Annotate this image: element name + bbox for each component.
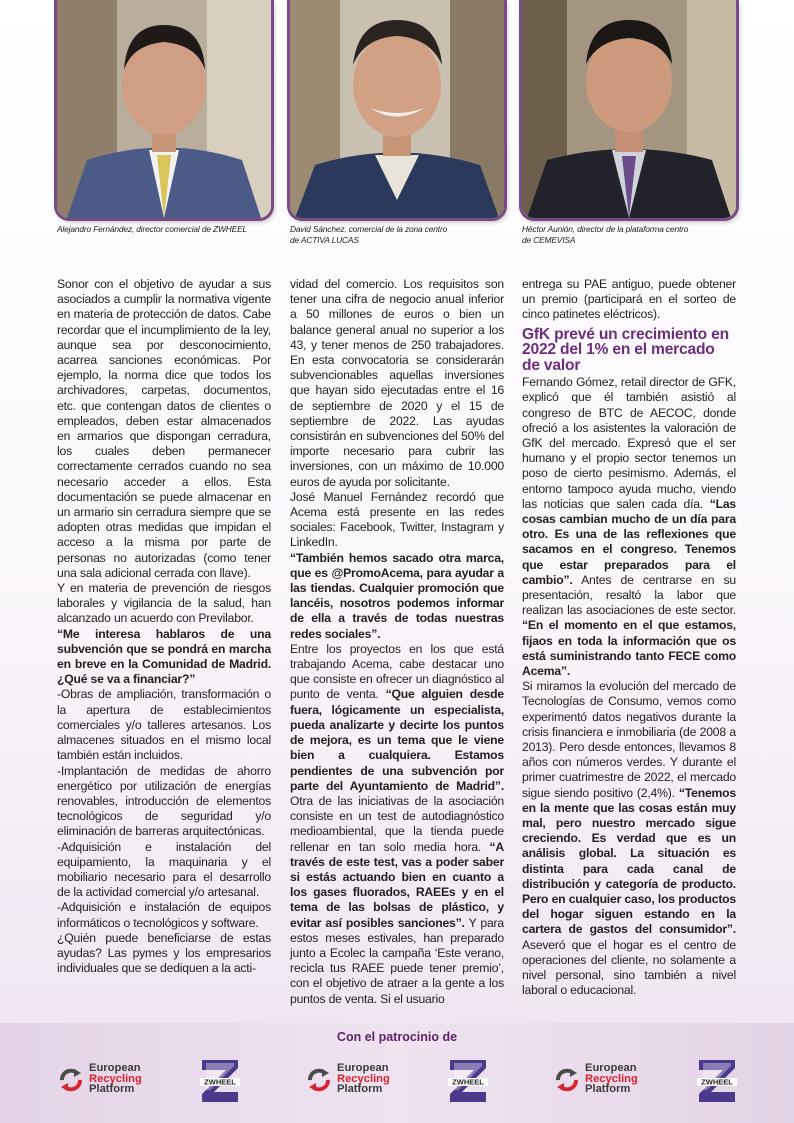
paragraph: Sonor con el objetivo de ayudar a sus asociados a cumplir la normativa vigente en materia de protección de datos. Cabe recordar que el incumplimiento de la ley, aunque sea por desconocimiento, acarrea sanciones económicas. Por ejemplo, la norma dice que todos los archivadores, carpetas, documentos, etc. que contengan datos de clientes o empleados, deben estar almacenados en armarios que dispongan cerradura, los cuales deben permanecer correctamente cerrados cuando no sea necesario acceder a ellos. Esta documentación se puede almacenar en un armario sin cerradura siempre que se adopten otras medidas que impidan el acceso a la misma por parte de personas no autorizadas (como tener una sala adicional cerrada con llave). <box>57 277 271 580</box>
caption-david: David Sánchez, comercial de la zona centro de ACTIVA LUCAS <box>290 224 448 245</box>
svg-text:ZWHEEL: ZWHEEL <box>701 1077 733 1087</box>
zwheel-logo-icon <box>200 1058 240 1104</box>
paragraph: entrega su PAE antiguo, puede obtener un premio (participará en el sorteo de cinco patinetes eléctricos). <box>522 277 736 322</box>
recycling-arrows-icon <box>57 1066 85 1094</box>
paragraph: José Manuel Fernández recordó que Acema está presente en las redes sociales: Facebook, Twitter, Instagram y LinkedIn. <box>290 489 504 550</box>
svg-text:ZWHEEL: ZWHEEL <box>452 1077 484 1087</box>
paragraph: Si miramos la evolución del mercado de Tecnologías de Consumo, vemos como experimentó datos negativos durante la crisis financiera e inmobiliaria (de 2008 a 2013). Pero desde entonces, llevamos 8 años con números verdes. Y durante el primer cuatrimestre de 2022, el mercado sigue siendo positivo (2,4%). “Tenemos en la mente que las cosas están muy mal, pero nuestro mercado sigue creciendo. Es verdad que es un análisis global. La situación es distinta para cada canal de distribución y categoría de producto. Pero en cualquier caso, los productos del hogar siguen estando en la cartera de gastos del consumidor”. Aseveró que el hogar es el centro de operaciones del cliente, no solamente a nivel personal, sino también a nivel laboral o educacional. <box>522 679 736 998</box>
sponsor-title: Con el patrocinio de <box>336 1030 458 1044</box>
paragraph: Fernando Gómez, retail director de GFK, explicó que él también asistió al congreso de BTC de AECOC, donde ofreció a los asistentes la valoración de GfK del mercado. Expresó que el ser humano y el propio sector tenemos un poso de cierto pesimismo. Además, el entorno tampoco ayuda mucho, viendo las noticias que salen cada día. “Las cosas cambian mucho de un día para otro. Es una de las reflexiones que sacamos en el congreso. Tenemos que estar preparados para el cambio”. Antes de centrarse en su presentación, resaltó la labor que realizan las asociaciones de este sector. “En el momento en el que estamos, fijaos en toda la información que os está suministrando tanto FECE como Acema”. <box>522 375 736 678</box>
svg-text:ZWHEEL: ZWHEEL <box>204 1077 236 1087</box>
list-item: -Adquisición e instalación del equipamiento, la maquinaria y el mobiliario necesario para el desarrollo de la actividad comercial y/o artesanal. <box>57 839 271 900</box>
zwheel-logo-icon <box>697 1058 737 1104</box>
article-column-3 <box>522 277 736 998</box>
paragraph: Entre los proyectos en los que está trabajando Acema, cabe destacar uno que consiste en ofrecer un diagnóstico al punto de venta. “Que alguien desde fuera, lógicamente un especialista, pueda analizarte y decirte los puntos de mejora, es un tema que le viene bien a cualquiera. Estamos pendientes de una subvención por parte del Ayuntamiento de Madrid”. Otra de las iniciativas de la asociación consiste en un test de autodiagnóstico medioambiental, que la tienda puede rellenar en tan solo media hora. “A través de este test, vas a poder saber si estás actuando bien en cuanto a los gases fluorados, RAEEs y en el tema de las bolsas de plástico, y evitar así posibles sanciones”. Y para estos meses estivales, han preparado junto a Ecolec la campaña ‘Este verano, recicla tus RAEE puede tener premio’, con el objetivo de atraer a la gente a los puntos de venta. Si el usuario <box>290 641 505 1006</box>
erp-logo: European Recycling Platform <box>305 1063 415 1095</box>
recycling-arrows-icon <box>553 1066 581 1094</box>
quote: “También hemos sacado otra marca, que es @PromoAcema, para ayudar a las tiendas. Cualquier promoción que lancéis, nosotros podemos informar de ella a través de todas nuestras redes sociales”. <box>290 550 504 641</box>
zwheel-logo-icon <box>448 1058 488 1104</box>
photo-alejandro-fernandez <box>57 0 271 218</box>
caption-hector: Héctor Aunión, director de la plataforma centro de CEMEVISA <box>522 224 689 245</box>
photo-hector-aunion <box>522 0 736 218</box>
article-column-1 <box>57 277 271 976</box>
list-item: -Obras de ampliación, transformación o la apertura de establecimientos comerciales y/o talleres artesanos. Los almacenes situados en el mismo local también están incluidos. <box>57 687 271 763</box>
paragraph: Y en materia de prevención de riesgos laborales y vigilancia de la salud, han alcanzado un acuerdo con Previlabor. <box>57 581 271 626</box>
quote: “Me interesa hablaros de una subvención que se pondrá en marcha en breve en la Comunidad de Madrid. ¿Qué se va a financiar?” <box>57 626 271 687</box>
list-item: -Adquisición e instalación de equipos informáticos o tecnológicos y software. <box>57 900 271 930</box>
photo-david-sanchez <box>290 0 504 218</box>
list-item: -Implantación de medidas de ahorro energético por utilización de energías renovables, introducción de elementos tecnológicos de seguridad y/o eliminación de barreras arquitectónicas. <box>57 763 271 839</box>
paragraph: vidad del comercio. Los requisitos son tener una cifra de negocio anual inferior a 50 millones de euros o bien un balance general anual no superior a los 43, y tener menos de 250 trabajadores. En esta convocatoria se considerarán subvencionables aquellas inversiones que hayan sido ejecutadas entre el 16 de septiembre de 2020 y el 15 de septiembre de 2022. Las ayudas consistirán en subvenciones del 50% del importe necesario para cubrir las inversiones, con un máximo de 10.000 euros de ayuda por solicitante. <box>290 277 504 489</box>
section-heading: GfK prevé un crecimiento en 2022 del 1% en el mercado de valor <box>522 325 729 374</box>
erp-logo: European Recycling Platform <box>57 1063 167 1095</box>
recycling-arrows-icon <box>305 1066 333 1094</box>
paragraph: ¿Quién puede beneficiarse de estas ayudas? Las pymes y los empresarios individuales que se dediquen a la acti- <box>57 930 271 976</box>
caption-alejandro: Alejandro Fernández, director comercial de ZWHEEL <box>57 224 248 234</box>
article-column-2 <box>290 277 504 1007</box>
erp-logo: European Recycling Platform <box>553 1063 663 1095</box>
